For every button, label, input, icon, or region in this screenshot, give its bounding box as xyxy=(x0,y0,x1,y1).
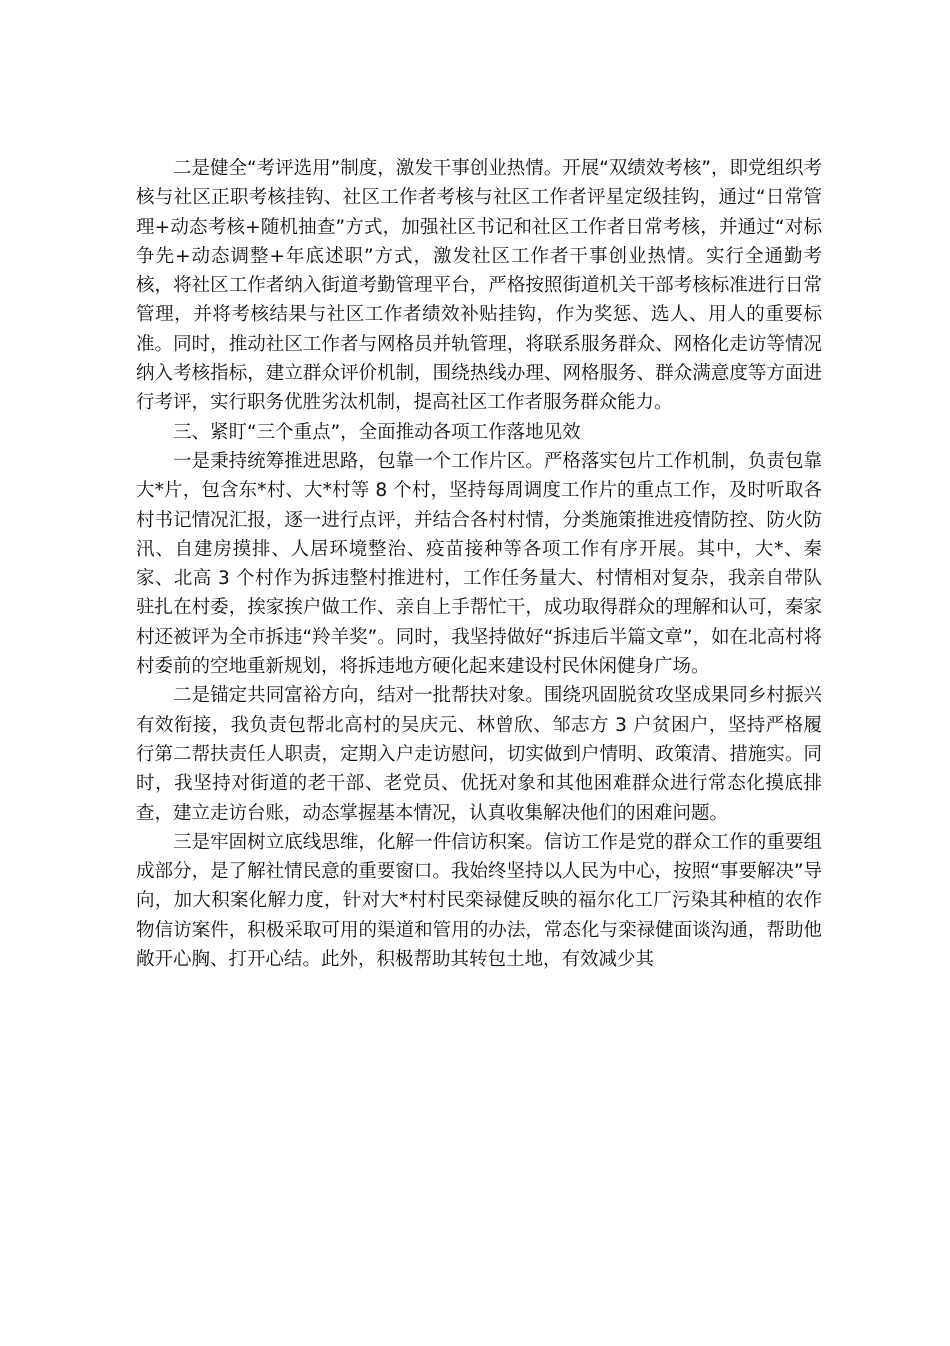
section-heading-three-focuses: 三、紧盯“三个重点”，全面推动各项工作落地见效 xyxy=(173,421,581,443)
paragraph-assessment-system: 二是健全“考评选用”制度，激发干事创业热情。开展“双绩效考核”，即党组织考核与社区正职考核挂钩、社区工作者考核与社区工作者评星定级挂钩，通过“日常管理+动态考核+随机抽查”方式，加强社区书记和社区工作者日常考核，并通过“对标争先+动态调整+年底述职”方式，激发社区工作者干事创业热情。实行全通勤考核，将社区工作者纳入街道考勤管理平台，严格按照街道机关干部考核标准进行日常管理，并将考核结果与社区工作者绩效补贴挂钩，作为奖惩、选人、用人的重要标准。同时，推动社区工作者与网格员并轨管理，将联系服务群众、网格化走访等情况纳入考核指标，建立群众评价机制，围绕热线办理、网格服务、群众满意度等方面进行考评，实行职务优胜劣汰机制，提高社区工作者服务群众能力。 xyxy=(136,158,822,414)
paragraph-work-area: 一是秉持统筹推进思路，包靠一个工作片区。严格落实包片工作机制，负责包靠大*片，包含东*村、大*村等 8 个村，坚持每周调度工作片的重点工作，及时听取各村书记情况汇报，逐一进行点评，并结合各村村情，分类施策推进疫情防控、防火防汛、自建房摸排、人居环境整治、疫苗接种等各项工作有序开展。其中，大*、秦家、北高 3 个村作为拆违整村推进村，工作任务量大、村情相对复杂，我亲自带队驻扎在村委，挨家挨户做工作、亲自上手帮忙干，成功取得群众的理解和认可，秦家村还被评为全市拆违“羚羊奖”。同时，我坚持做好“拆违后半篇文章”，如在北高村将村委前的空地重新规划，将拆违地方硬化起来建设村民休闲健身广场。 xyxy=(136,450,822,678)
paragraph-petition-case: 三是牢固树立底线思维，化解一件信访积案。信访工作是党的群众工作的重要组成部分，是了解社情民意的重要窗口。我始终坚持以人民为中心，按照“事要解决”导向，加大积案化解力度，针对大*村村民栾禄健反映的福尔化工厂污染其种植的农作物信访案件，积极采取可用的渠道和管用的办法，常态化与栾禄健面谈沟通，帮助他敞开心胸、打开心结。此外，积极帮助其转包土地，有效减少其 xyxy=(136,831,822,971)
paragraph-assistance-targets: 二是锚定共同富裕方向，结对一批帮扶对象。围绕巩固脱贫攻坚成果同乡村振兴有效衔接，我负责包帮北高村的吴庆元、林曾欣、邹志方 3 户贫困户，坚持严格履行第二帮扶责任人职责，定期入户走访慰问，切实做到户情明、政策清、措施实。同时，我坚持对街道的老干部、老党员、优抚对象和其他困难群众进行常态化摸底排查，建立走访台账，动态掌握基本情况，认真收集解决他们的困难问题。 xyxy=(136,685,822,824)
document-body xyxy=(136,154,822,974)
